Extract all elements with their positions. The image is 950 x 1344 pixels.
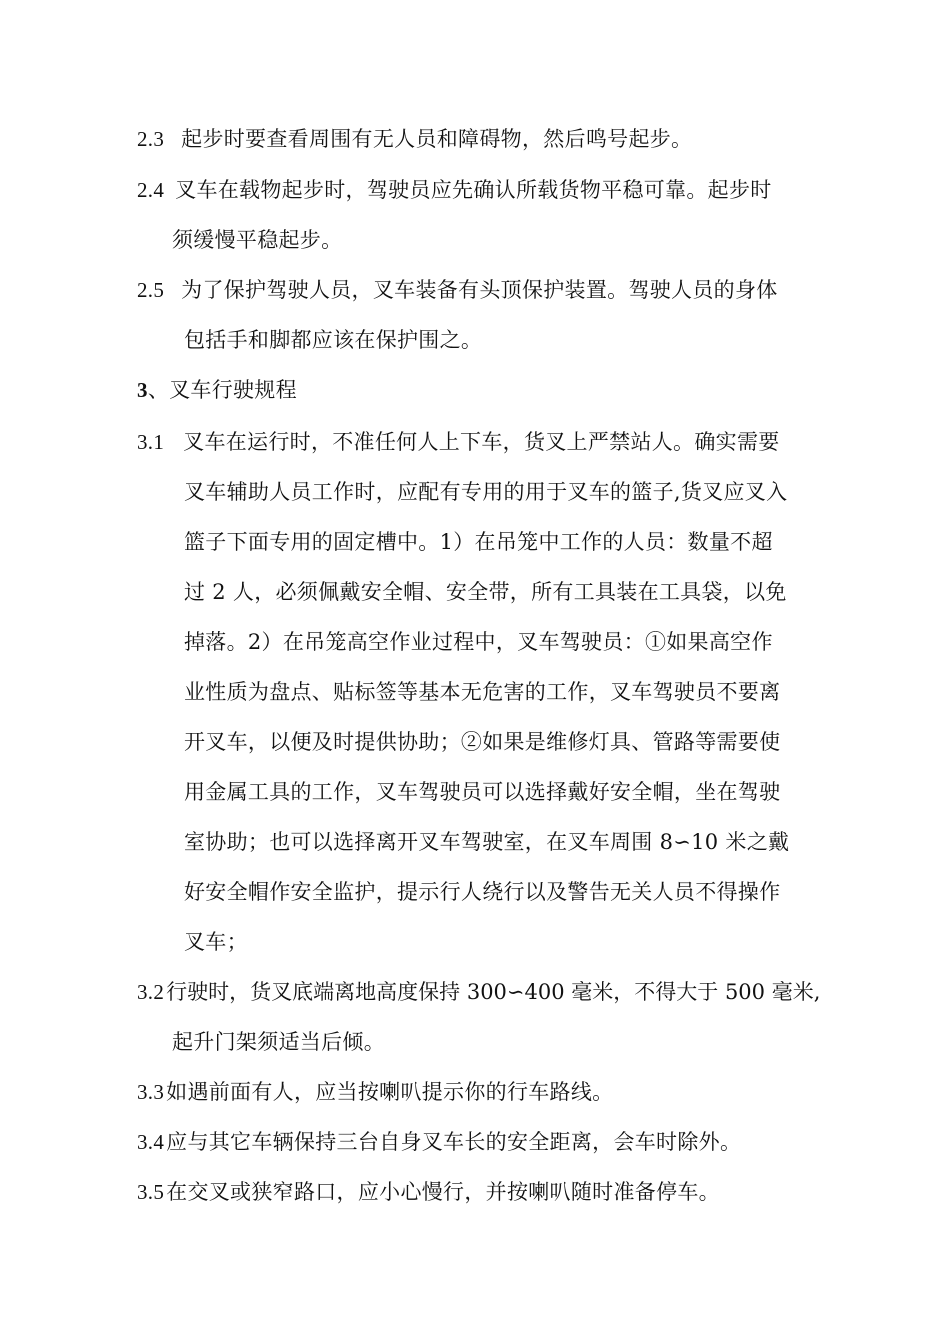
item-text: 在交叉或狭窄路口，应小心慢行，并按喇叭随时准备停车。: [166, 1180, 720, 1204]
item-number: 3.5: [137, 1180, 165, 1204]
section-title: 、叉车行驶规程: [147, 378, 297, 402]
item-2-4: [137, 176, 772, 204]
item-text: 行驶时，货叉底端离地高度保持 300∽400 毫米，不得大于 500 毫米,: [166, 980, 821, 1004]
item-3-5: [137, 1178, 720, 1206]
item-2-5: [137, 276, 778, 304]
item-text: 起步时要查看周围有无人员和障碍物，然后鸣号起步。: [181, 127, 693, 151]
item-3-1-line: 过 2 人，必须佩戴安全帽、安全带，所有工具装在工具袋，以免: [184, 580, 787, 604]
item-3-1-line: 掉落。2）在吊笼高空作业过程中，叉车驾驶员：①如果高空作: [184, 630, 773, 654]
item-3-4: [137, 1128, 741, 1156]
item-number: 2.5: [137, 278, 165, 302]
item-2-4-cont: 须缓慢平稳起步。: [172, 228, 343, 252]
item-text: 应与其它车辆保持三台自身叉车长的安全距离，会车时除外。: [166, 1130, 742, 1154]
item-number: 2.3: [137, 127, 165, 151]
item-3-1-line: 叉车；: [184, 930, 248, 954]
item-3-3: [137, 1078, 613, 1106]
item-number: 3.4: [137, 1130, 165, 1154]
section-heading: [137, 376, 297, 404]
item-number: 3.1: [137, 430, 165, 454]
item-3-1: [137, 428, 780, 456]
item-3-1-line: 篮子下面专用的固定槽中。1）在吊笼中工作的人员：数量不超: [184, 530, 773, 554]
item-2-5-cont: 包括手和脚都应该在保护围之。: [184, 328, 483, 352]
item-3-1-line: 开叉车，以便及时提供协助；②如果是维修灯具、管路等需要使: [184, 730, 781, 754]
item-text: 叉车在载物起步时，驾驶员应先确认所载货物平稳可靠。起步时: [175, 178, 772, 202]
item-3-1-line: 用金属工具的工作，叉车驾驶员可以选择戴好安全帽，坐在驾驶: [184, 780, 781, 804]
section-number: 3: [137, 378, 148, 402]
item-2-3: [137, 125, 692, 153]
item-3-2: [137, 978, 820, 1006]
item-3-2-cont: 起升门架须适当后倾。: [172, 1030, 385, 1054]
item-3-1-line: 叉车辅助人员工作时，应配有专用的用于叉车的篮子,货叉应叉入: [184, 480, 788, 504]
item-text: 为了保护驾驶人员，叉车装备有头顶保护装置。驾驶人员的身体: [181, 278, 778, 302]
item-number: 2.4: [137, 178, 165, 202]
item-number: 3.2: [137, 980, 165, 1004]
item-3-1-line: 业性质为盘点、贴标签等基本无危害的工作，叉车驾驶员不要离: [184, 680, 781, 704]
item-text: 如遇前面有人，应当按喇叭提示你的行车路线。: [166, 1080, 614, 1104]
item-number: 3.3: [137, 1080, 165, 1104]
item-3-1-line: 好安全帽作安全监护，提示行人绕行以及警告无关人员不得操作: [184, 880, 781, 904]
item-text: 叉车在运行时，不准任何人上下车，货叉上严禁站人。确实需要: [183, 430, 780, 454]
item-3-1-line: 室协助；也可以选择离开叉车驾驶室，在叉车周围 8∽10 米之戴: [184, 830, 790, 854]
